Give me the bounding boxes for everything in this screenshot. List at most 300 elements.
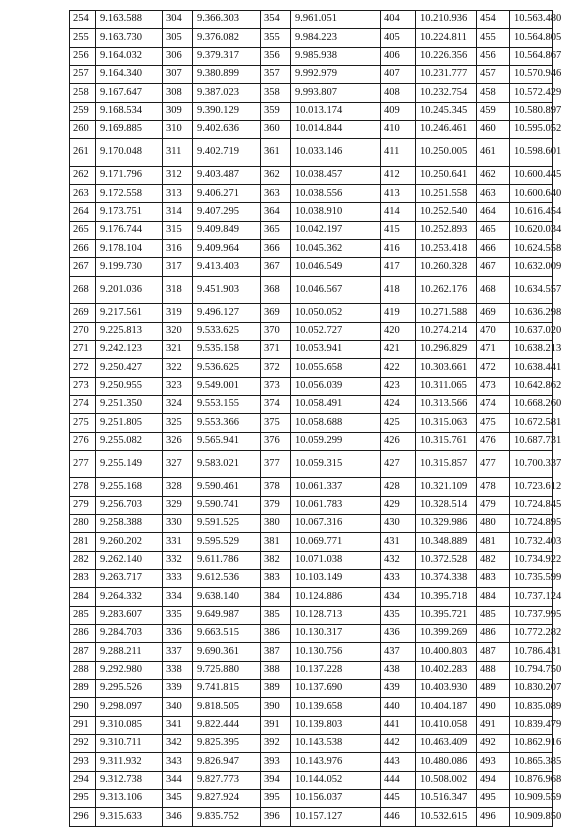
value-cell: 10.372.528 bbox=[416, 551, 477, 569]
value-cell: 9.256.703 bbox=[96, 496, 163, 514]
value-cell: 10.052.727 bbox=[291, 322, 381, 340]
row-index-cell: 283 bbox=[70, 570, 96, 588]
row-index-cell: 365 bbox=[261, 221, 291, 239]
value-cell: 9.217.561 bbox=[96, 304, 163, 322]
value-cell: 9.549.001 bbox=[193, 377, 261, 395]
row-index-cell: 375 bbox=[261, 414, 291, 432]
value-cell: 10.061.783 bbox=[291, 496, 381, 514]
value-cell: 9.825.395 bbox=[193, 734, 261, 752]
row-index-cell: 487 bbox=[477, 643, 510, 661]
value-cell: 9.176.744 bbox=[96, 221, 163, 239]
value-cell: 10.724.895 bbox=[510, 515, 553, 533]
row-index-cell: 361 bbox=[261, 139, 291, 167]
value-cell: 9.612.536 bbox=[193, 570, 261, 588]
row-index-cell: 428 bbox=[381, 478, 416, 496]
row-index-cell: 264 bbox=[70, 203, 96, 221]
row-index-cell: 262 bbox=[70, 166, 96, 184]
value-cell: 10.315.761 bbox=[416, 432, 477, 450]
row-index-cell: 259 bbox=[70, 102, 96, 120]
row-index-cell: 482 bbox=[477, 551, 510, 569]
row-index-cell: 359 bbox=[261, 102, 291, 120]
row-index-cell: 417 bbox=[381, 258, 416, 276]
row-index-cell: 258 bbox=[70, 84, 96, 102]
row-index-cell: 271 bbox=[70, 340, 96, 358]
value-cell: 10.038.910 bbox=[291, 203, 381, 221]
row-index-cell: 260 bbox=[70, 120, 96, 138]
row-index-cell: 423 bbox=[381, 377, 416, 395]
row-index-cell: 495 bbox=[477, 789, 510, 807]
value-cell: 10.315.063 bbox=[416, 414, 477, 432]
value-cell: 9.310.711 bbox=[96, 734, 163, 752]
row-index-cell: 380 bbox=[261, 515, 291, 533]
value-cell: 10.737.124 bbox=[510, 588, 553, 606]
value-cell: 10.600.640 bbox=[510, 185, 553, 203]
value-cell: 10.311.065 bbox=[416, 377, 477, 395]
value-cell: 10.395.721 bbox=[416, 606, 477, 624]
value-cell: 10.139.803 bbox=[291, 716, 381, 734]
value-cell: 10.157.127 bbox=[291, 808, 381, 827]
row-index-cell: 393 bbox=[261, 753, 291, 771]
table-row bbox=[70, 84, 553, 102]
row-index-cell: 319 bbox=[163, 304, 193, 322]
value-cell: 9.402.719 bbox=[193, 139, 261, 167]
row-index-cell: 490 bbox=[477, 698, 510, 716]
value-cell: 10.508.002 bbox=[416, 771, 477, 789]
value-cell: 9.535.158 bbox=[193, 340, 261, 358]
value-cell: 10.570.946 bbox=[510, 65, 553, 83]
value-cell: 9.178.104 bbox=[96, 240, 163, 258]
value-cell: 10.139.658 bbox=[291, 698, 381, 716]
row-index-cell: 460 bbox=[477, 120, 510, 138]
row-index-cell: 457 bbox=[477, 65, 510, 83]
row-index-cell: 338 bbox=[163, 661, 193, 679]
row-index-cell: 441 bbox=[381, 716, 416, 734]
row-index-cell: 291 bbox=[70, 716, 96, 734]
row-index-cell: 479 bbox=[477, 496, 510, 514]
row-index-cell: 309 bbox=[163, 102, 193, 120]
value-cell: 9.250.955 bbox=[96, 377, 163, 395]
data-table bbox=[69, 10, 562, 827]
value-cell: 9.262.140 bbox=[96, 551, 163, 569]
value-cell: 10.245.345 bbox=[416, 102, 477, 120]
table-row bbox=[70, 606, 553, 624]
value-cell: 9.283.607 bbox=[96, 606, 163, 624]
table-row bbox=[70, 102, 553, 120]
value-cell: 9.255.082 bbox=[96, 432, 163, 450]
value-cell: 9.961.051 bbox=[291, 11, 381, 29]
row-index-cell: 335 bbox=[163, 606, 193, 624]
table-row bbox=[70, 240, 553, 258]
value-cell: 10.274.214 bbox=[416, 322, 477, 340]
row-index-cell: 466 bbox=[477, 240, 510, 258]
row-index-cell: 444 bbox=[381, 771, 416, 789]
value-cell: 10.059.299 bbox=[291, 432, 381, 450]
row-index-cell: 312 bbox=[163, 166, 193, 184]
value-cell: 9.164.032 bbox=[96, 47, 163, 65]
table-row bbox=[70, 698, 553, 716]
value-cell: 10.143.538 bbox=[291, 734, 381, 752]
row-index-cell: 318 bbox=[163, 276, 193, 304]
value-cell: 9.172.558 bbox=[96, 185, 163, 203]
row-index-cell: 472 bbox=[477, 359, 510, 377]
value-cell: 10.144.052 bbox=[291, 771, 381, 789]
value-cell: 10.250.641 bbox=[416, 166, 477, 184]
table-row bbox=[70, 551, 553, 569]
value-cell: 9.169.885 bbox=[96, 120, 163, 138]
row-index-cell: 483 bbox=[477, 570, 510, 588]
value-cell: 10.638.441 bbox=[510, 359, 553, 377]
value-cell: 9.313.106 bbox=[96, 789, 163, 807]
value-cell: 9.167.647 bbox=[96, 84, 163, 102]
value-cell: 10.563.480 bbox=[510, 11, 553, 29]
row-index-cell: 339 bbox=[163, 680, 193, 698]
row-index-cell: 376 bbox=[261, 432, 291, 450]
value-cell: 10.059.315 bbox=[291, 450, 381, 478]
row-index-cell: 328 bbox=[163, 478, 193, 496]
row-index-cell: 442 bbox=[381, 734, 416, 752]
row-index-cell: 321 bbox=[163, 340, 193, 358]
value-cell: 10.564.805 bbox=[510, 29, 553, 47]
row-index-cell: 371 bbox=[261, 340, 291, 358]
value-cell: 9.251.805 bbox=[96, 414, 163, 432]
value-cell: 9.822.444 bbox=[193, 716, 261, 734]
row-index-cell: 409 bbox=[381, 102, 416, 120]
table-body bbox=[70, 11, 562, 827]
value-cell: 10.303.661 bbox=[416, 359, 477, 377]
table-row bbox=[70, 258, 553, 276]
value-cell: 9.310.085 bbox=[96, 716, 163, 734]
value-cell: 10.700.337 bbox=[510, 450, 553, 478]
value-cell: 9.590.461 bbox=[193, 478, 261, 496]
value-cell: 9.380.899 bbox=[193, 65, 261, 83]
value-cell: 9.242.123 bbox=[96, 340, 163, 358]
row-index-cell: 266 bbox=[70, 240, 96, 258]
row-index-cell: 433 bbox=[381, 570, 416, 588]
value-cell: 9.379.317 bbox=[193, 47, 261, 65]
table-row bbox=[70, 734, 553, 752]
value-cell: 10.400.803 bbox=[416, 643, 477, 661]
row-index-cell: 334 bbox=[163, 588, 193, 606]
row-index-cell: 257 bbox=[70, 65, 96, 83]
row-index-cell: 425 bbox=[381, 414, 416, 432]
value-cell: 9.690.361 bbox=[193, 643, 261, 661]
value-cell: 10.231.777 bbox=[416, 65, 477, 83]
value-cell: 10.313.566 bbox=[416, 395, 477, 413]
value-cell: 10.580.897 bbox=[510, 102, 553, 120]
value-cell: 10.564.867 bbox=[510, 47, 553, 65]
value-cell: 9.260.202 bbox=[96, 533, 163, 551]
value-cell: 10.262.176 bbox=[416, 276, 477, 304]
row-index-cell: 285 bbox=[70, 606, 96, 624]
value-cell: 9.818.505 bbox=[193, 698, 261, 716]
table-row bbox=[70, 432, 553, 450]
value-cell: 10.395.718 bbox=[416, 588, 477, 606]
value-cell: 9.553.155 bbox=[193, 395, 261, 413]
row-index-cell: 431 bbox=[381, 533, 416, 551]
row-index-cell: 287 bbox=[70, 643, 96, 661]
row-index-cell: 296 bbox=[70, 808, 96, 827]
value-cell: 9.376.082 bbox=[193, 29, 261, 47]
row-index-cell: 280 bbox=[70, 515, 96, 533]
table-row bbox=[70, 414, 553, 432]
value-cell: 9.264.332 bbox=[96, 588, 163, 606]
value-cell: 10.734.922 bbox=[510, 551, 553, 569]
table-row bbox=[70, 716, 553, 734]
row-index-cell: 481 bbox=[477, 533, 510, 551]
row-index-cell: 279 bbox=[70, 496, 96, 514]
value-cell: 10.232.754 bbox=[416, 84, 477, 102]
row-index-cell: 289 bbox=[70, 680, 96, 698]
value-cell: 9.413.403 bbox=[193, 258, 261, 276]
value-cell: 9.827.924 bbox=[193, 789, 261, 807]
value-cell: 10.735.599 bbox=[510, 570, 553, 588]
value-cell: 10.572.429 bbox=[510, 84, 553, 102]
value-cell: 9.992.979 bbox=[291, 65, 381, 83]
table-row bbox=[70, 680, 553, 698]
row-index-cell: 438 bbox=[381, 661, 416, 679]
value-cell: 10.210.936 bbox=[416, 11, 477, 29]
row-index-cell: 293 bbox=[70, 753, 96, 771]
value-cell: 10.637.020 bbox=[510, 322, 553, 340]
value-cell: 9.409.964 bbox=[193, 240, 261, 258]
row-index-cell: 496 bbox=[477, 808, 510, 827]
row-index-cell: 288 bbox=[70, 661, 96, 679]
row-index-cell: 273 bbox=[70, 377, 96, 395]
row-index-cell: 341 bbox=[163, 716, 193, 734]
row-index-cell: 416 bbox=[381, 240, 416, 258]
row-index-cell: 415 bbox=[381, 221, 416, 239]
value-cell: 9.225.813 bbox=[96, 322, 163, 340]
row-index-cell: 320 bbox=[163, 322, 193, 340]
row-index-cell: 446 bbox=[381, 808, 416, 827]
row-index-cell: 424 bbox=[381, 395, 416, 413]
value-cell: 9.407.295 bbox=[193, 203, 261, 221]
value-cell: 10.876.968 bbox=[510, 771, 553, 789]
row-index-cell: 411 bbox=[381, 139, 416, 167]
value-cell: 10.156.037 bbox=[291, 789, 381, 807]
value-cell: 10.253.418 bbox=[416, 240, 477, 258]
value-cell: 10.532.615 bbox=[416, 808, 477, 827]
value-cell: 9.199.730 bbox=[96, 258, 163, 276]
row-index-cell: 439 bbox=[381, 680, 416, 698]
table-row bbox=[70, 221, 553, 239]
table-row bbox=[70, 11, 553, 29]
row-index-cell: 268 bbox=[70, 276, 96, 304]
row-index-cell: 412 bbox=[381, 166, 416, 184]
value-cell: 9.663.515 bbox=[193, 625, 261, 643]
table-row bbox=[70, 322, 553, 340]
value-cell: 9.595.529 bbox=[193, 533, 261, 551]
value-cell: 9.403.487 bbox=[193, 166, 261, 184]
row-index-cell: 327 bbox=[163, 450, 193, 478]
value-cell: 9.583.021 bbox=[193, 450, 261, 478]
table-row bbox=[70, 185, 553, 203]
value-cell: 10.053.941 bbox=[291, 340, 381, 358]
row-index-cell: 463 bbox=[477, 185, 510, 203]
row-index-cell: 474 bbox=[477, 395, 510, 413]
value-cell: 10.315.857 bbox=[416, 450, 477, 478]
row-index-cell: 313 bbox=[163, 185, 193, 203]
table-row bbox=[70, 65, 553, 83]
row-index-cell: 323 bbox=[163, 377, 193, 395]
row-index-cell: 384 bbox=[261, 588, 291, 606]
row-index-cell: 414 bbox=[381, 203, 416, 221]
row-index-cell: 494 bbox=[477, 771, 510, 789]
value-cell: 10.061.337 bbox=[291, 478, 381, 496]
value-cell: 9.402.636 bbox=[193, 120, 261, 138]
row-index-cell: 445 bbox=[381, 789, 416, 807]
row-index-cell: 307 bbox=[163, 65, 193, 83]
row-index-cell: 314 bbox=[163, 203, 193, 221]
value-cell: 9.536.625 bbox=[193, 359, 261, 377]
value-cell: 10.251.558 bbox=[416, 185, 477, 203]
value-cell: 9.741.815 bbox=[193, 680, 261, 698]
row-index-cell: 407 bbox=[381, 65, 416, 83]
value-cell: 9.284.703 bbox=[96, 625, 163, 643]
row-index-cell: 284 bbox=[70, 588, 96, 606]
row-index-cell: 356 bbox=[261, 47, 291, 65]
value-cell: 10.038.457 bbox=[291, 166, 381, 184]
row-index-cell: 381 bbox=[261, 533, 291, 551]
value-cell: 10.038.556 bbox=[291, 185, 381, 203]
row-index-cell: 468 bbox=[477, 276, 510, 304]
value-cell: 9.835.752 bbox=[193, 808, 261, 827]
row-index-cell: 311 bbox=[163, 139, 193, 167]
value-cell: 10.404.187 bbox=[416, 698, 477, 716]
value-cell: 10.616.454 bbox=[510, 203, 553, 221]
value-cell: 10.399.269 bbox=[416, 625, 477, 643]
row-index-cell: 422 bbox=[381, 359, 416, 377]
value-cell: 9.288.211 bbox=[96, 643, 163, 661]
row-index-cell: 369 bbox=[261, 304, 291, 322]
row-index-cell: 461 bbox=[477, 139, 510, 167]
value-cell: 10.480.086 bbox=[416, 753, 477, 771]
value-cell: 9.250.427 bbox=[96, 359, 163, 377]
row-index-cell: 281 bbox=[70, 533, 96, 551]
value-cell: 10.642.862 bbox=[510, 377, 553, 395]
table-row bbox=[70, 166, 553, 184]
row-index-cell: 486 bbox=[477, 625, 510, 643]
row-index-cell: 377 bbox=[261, 450, 291, 478]
row-index-cell: 265 bbox=[70, 221, 96, 239]
row-index-cell: 294 bbox=[70, 771, 96, 789]
row-index-cell: 354 bbox=[261, 11, 291, 29]
row-index-cell: 346 bbox=[163, 808, 193, 827]
row-index-cell: 418 bbox=[381, 276, 416, 304]
value-cell: 9.590.741 bbox=[193, 496, 261, 514]
row-index-cell: 436 bbox=[381, 625, 416, 643]
value-cell: 10.516.347 bbox=[416, 789, 477, 807]
value-cell: 10.865.385 bbox=[510, 753, 553, 771]
value-cell: 10.835.089 bbox=[510, 698, 553, 716]
value-cell: 10.226.356 bbox=[416, 47, 477, 65]
row-index-cell: 330 bbox=[163, 515, 193, 533]
value-cell: 10.786.431 bbox=[510, 643, 553, 661]
table-row bbox=[70, 643, 553, 661]
row-index-cell: 404 bbox=[381, 11, 416, 29]
value-cell: 9.496.127 bbox=[193, 304, 261, 322]
value-cell: 10.839.479 bbox=[510, 716, 553, 734]
value-cell: 10.403.930 bbox=[416, 680, 477, 698]
row-index-cell: 306 bbox=[163, 47, 193, 65]
value-cell: 10.224.811 bbox=[416, 29, 477, 47]
value-cell: 10.402.283 bbox=[416, 661, 477, 679]
row-index-cell: 470 bbox=[477, 322, 510, 340]
row-index-cell: 493 bbox=[477, 753, 510, 771]
value-cell: 9.255.149 bbox=[96, 450, 163, 478]
row-index-cell: 363 bbox=[261, 185, 291, 203]
value-cell: 9.171.796 bbox=[96, 166, 163, 184]
row-index-cell: 292 bbox=[70, 734, 96, 752]
row-index-cell: 476 bbox=[477, 432, 510, 450]
row-index-cell: 343 bbox=[163, 753, 193, 771]
row-index-cell: 358 bbox=[261, 84, 291, 102]
value-cell: 9.163.588 bbox=[96, 11, 163, 29]
row-index-cell: 443 bbox=[381, 753, 416, 771]
value-cell: 10.271.588 bbox=[416, 304, 477, 322]
row-index-cell: 458 bbox=[477, 84, 510, 102]
row-index-cell: 471 bbox=[477, 340, 510, 358]
row-index-cell: 374 bbox=[261, 395, 291, 413]
value-cell: 10.130.317 bbox=[291, 625, 381, 643]
row-index-cell: 440 bbox=[381, 698, 416, 716]
table-row bbox=[70, 570, 553, 588]
row-index-cell: 290 bbox=[70, 698, 96, 716]
value-cell: 9.390.129 bbox=[193, 102, 261, 120]
value-cell: 10.598.601 bbox=[510, 139, 553, 167]
table-row bbox=[70, 29, 553, 47]
value-cell: 10.737.995 bbox=[510, 606, 553, 624]
row-index-cell: 459 bbox=[477, 102, 510, 120]
row-index-cell: 333 bbox=[163, 570, 193, 588]
row-index-cell: 340 bbox=[163, 698, 193, 716]
value-cell: 10.058.688 bbox=[291, 414, 381, 432]
row-index-cell: 385 bbox=[261, 606, 291, 624]
row-index-cell: 316 bbox=[163, 240, 193, 258]
value-cell: 9.366.303 bbox=[193, 11, 261, 29]
table-row bbox=[70, 771, 553, 789]
value-cell: 10.071.038 bbox=[291, 551, 381, 569]
value-cell: 10.830.207 bbox=[510, 680, 553, 698]
table-row bbox=[70, 276, 553, 304]
row-index-cell: 469 bbox=[477, 304, 510, 322]
table-row bbox=[70, 47, 553, 65]
row-index-cell: 480 bbox=[477, 515, 510, 533]
row-index-cell: 454 bbox=[477, 11, 510, 29]
row-index-cell: 357 bbox=[261, 65, 291, 83]
table-row bbox=[70, 120, 553, 138]
row-index-cell: 467 bbox=[477, 258, 510, 276]
value-cell: 9.258.388 bbox=[96, 515, 163, 533]
value-cell: 10.130.756 bbox=[291, 643, 381, 661]
value-cell: 9.725.880 bbox=[193, 661, 261, 679]
value-cell: 9.164.340 bbox=[96, 65, 163, 83]
value-cell: 10.246.461 bbox=[416, 120, 477, 138]
value-cell: 10.348.889 bbox=[416, 533, 477, 551]
row-index-cell: 278 bbox=[70, 478, 96, 496]
row-index-cell: 394 bbox=[261, 771, 291, 789]
row-index-cell: 390 bbox=[261, 698, 291, 716]
row-index-cell: 426 bbox=[381, 432, 416, 450]
row-index-cell: 391 bbox=[261, 716, 291, 734]
table-row bbox=[70, 808, 553, 827]
row-index-cell: 364 bbox=[261, 203, 291, 221]
table-row bbox=[70, 515, 553, 533]
row-index-cell: 382 bbox=[261, 551, 291, 569]
table-row bbox=[70, 789, 553, 807]
table-row bbox=[70, 478, 553, 496]
value-cell: 10.638.213 bbox=[510, 340, 553, 358]
